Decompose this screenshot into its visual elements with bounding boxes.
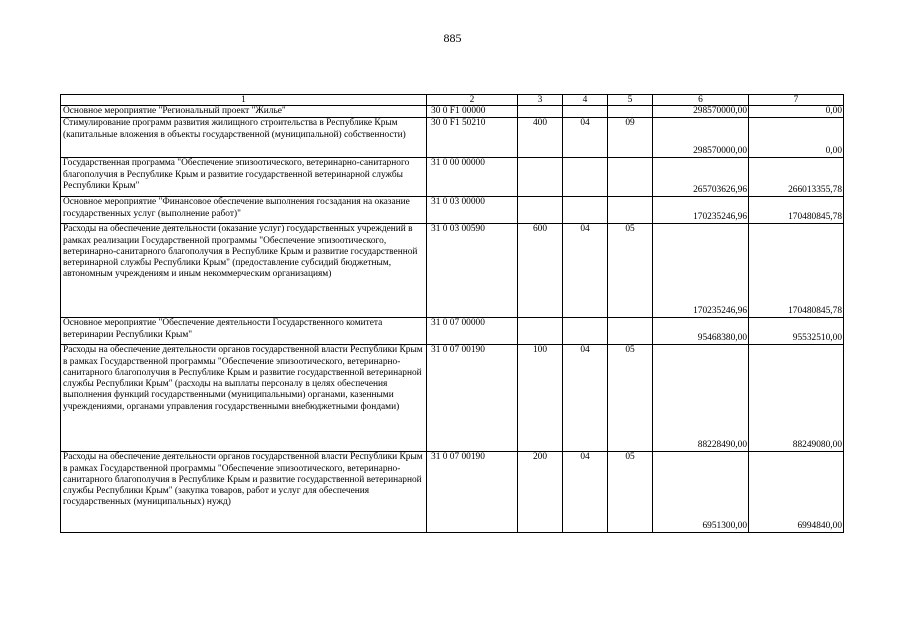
row-vr	[518, 106, 563, 118]
row-name: Основное мероприятие "Обеспечение деятельности Государственного комитета ветеринарии Республики Крым"	[61, 318, 427, 345]
row-sum-year2: 0,00	[749, 118, 844, 158]
row-vr	[518, 318, 563, 345]
row-name: Расходы на обеспечение деятельности (оказание услуг) государственных учреждений в рамках реализации Государственной программы "Обеспечение эпизоотического, ветеринарно-санитарного благополучия в Республике Крым и развитие государственной ветеринарной службы Республики Крым" (предоставление субсидий бюджетным, автономным учреждениям и иным некоммерческим организациям)	[61, 224, 427, 318]
table-row	[61, 118, 844, 158]
row-code: 31 0 07 00000	[427, 318, 518, 345]
row-sum-year1: 265703626,96	[653, 158, 749, 197]
row-vr: 400	[518, 118, 563, 158]
row-rz	[563, 106, 608, 118]
row-sum-year2: 266013355,78	[749, 158, 844, 197]
row-sum-year1: 6951300,00	[653, 452, 749, 533]
row-sum-year2: 170480845,78	[749, 224, 844, 318]
row-vr: 100	[518, 345, 563, 452]
row-sum-year2: 170480845,78	[749, 197, 844, 224]
row-pr	[608, 318, 653, 345]
row-vr: 600	[518, 224, 563, 318]
row-pr	[608, 197, 653, 224]
row-pr: 05	[608, 452, 653, 533]
row-name: Стимулирование программ развития жилищного строительства в Республике Крым (капитальные вложения в объекты государственной (муниципальной) собственности)	[61, 118, 427, 158]
table-row	[61, 452, 844, 533]
row-vr: 200	[518, 452, 563, 533]
row-sum-year2: 95532510,00	[749, 318, 844, 345]
row-pr	[608, 106, 653, 118]
header-cell: 3	[518, 95, 563, 106]
row-code: 31 0 07 00190	[427, 452, 518, 533]
row-pr: 05	[608, 345, 653, 452]
row-code: 30 0 F1 50210	[427, 118, 518, 158]
row-rz	[563, 318, 608, 345]
row-name: Расходы на обеспечение деятельности органов государственной власти Республики Крым в рамках Государственной программы "Обеспечение эпизоотического, ветеринарно-санитарного благополучия в Республике Крым и развитие государственной ветеринарной службы Республики Крым" (закупка товаров, работ и услуг для обеспечения государственных (муниципальных) нужд)	[61, 452, 427, 533]
row-rz: 04	[563, 345, 608, 452]
row-sum-year1: 88228490,00	[653, 345, 749, 452]
header-cell: 7	[749, 95, 844, 106]
row-vr	[518, 158, 563, 197]
table-row	[61, 158, 844, 197]
table-row	[61, 345, 844, 452]
row-sum-year1: 170235246,96	[653, 197, 749, 224]
row-code: 31 0 03 00590	[427, 224, 518, 318]
row-pr	[608, 158, 653, 197]
row-rz: 04	[563, 224, 608, 318]
table-row	[61, 106, 844, 118]
row-sum-year2: 0,00	[749, 106, 844, 118]
header-cell: 2	[427, 95, 518, 106]
row-rz: 04	[563, 452, 608, 533]
row-sum-year2: 88249080,00	[749, 345, 844, 452]
header-cell: 6	[653, 95, 749, 106]
row-vr	[518, 197, 563, 224]
table-row	[61, 224, 844, 318]
row-sum-year1: 170235246,96	[653, 224, 749, 318]
row-code: 31 0 00 00000	[427, 158, 518, 197]
header-cell: 4	[563, 95, 608, 106]
row-sum-year1: 298570000,00	[653, 118, 749, 158]
row-name: Основное мероприятие "Финансовое обеспечение выполнения госзадания на оказание государственных услуг (выполнение работ)"	[61, 197, 427, 224]
budget-table	[60, 94, 844, 533]
header-row	[61, 95, 844, 106]
row-pr: 05	[608, 224, 653, 318]
row-pr: 09	[608, 118, 653, 158]
page-number: 885	[443, 31, 462, 45]
row-code: 31 0 07 00190	[427, 345, 518, 452]
header-cell: 5	[608, 95, 653, 106]
row-rz: 04	[563, 118, 608, 158]
row-code: 30 0 F1 00000	[427, 106, 518, 118]
row-sum-year1: 298570000,00	[653, 106, 749, 118]
row-name: Основное мероприятие "Региональный проект "Жилье"	[61, 106, 427, 118]
row-sum-year2: 6994840,00	[749, 452, 844, 533]
table-row	[61, 318, 844, 345]
table-row	[61, 197, 844, 224]
row-code: 31 0 03 00000	[427, 197, 518, 224]
row-name: Расходы на обеспечение деятельности органов государственной власти Республики Крым в рамках Государственной программы "Обеспечение эпизоотического, ветеринарно-санитарного благополучия в Республике Крым и развитие государственной ветеринарной службы Республики Крым" (расходы на выплаты персоналу в целях обеспечения выполнения функций государственными (муниципальными) органами, казенными учреждениями, органами управления государственными внебюджетными фондами)	[61, 345, 427, 452]
row-sum-year1: 95468380,00	[653, 318, 749, 345]
row-rz	[563, 197, 608, 224]
header-cell: 1	[61, 95, 427, 106]
row-name: Государственная программа "Обеспечение эпизоотического, ветеринарно-санитарного благополучия в Республике Крым и развитие государственной ветеринарной службы Республики Крым"	[61, 158, 427, 197]
row-rz	[563, 158, 608, 197]
